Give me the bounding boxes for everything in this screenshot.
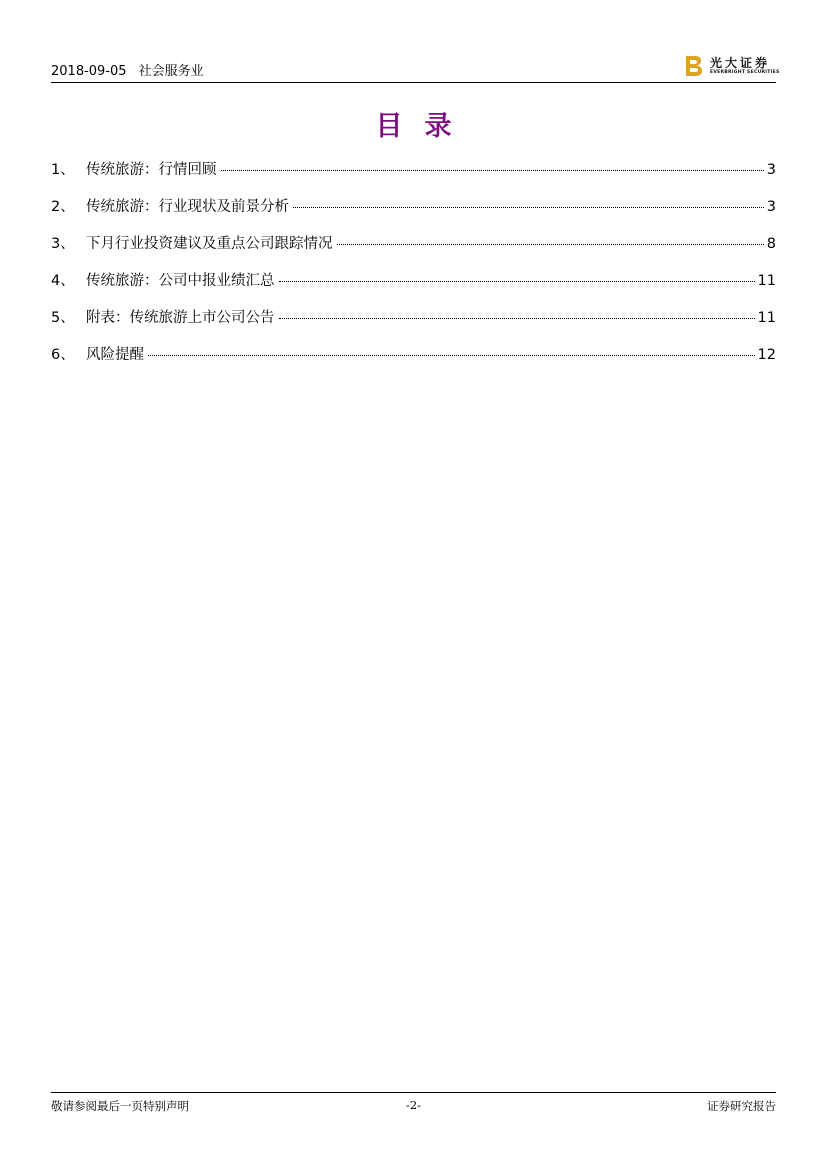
- toc-item-6[interactable]: [51, 343, 776, 380]
- toc-item-4[interactable]: [51, 269, 776, 306]
- toc-item-page: 12: [757, 347, 776, 363]
- toc-item-page: 8: [766, 236, 776, 252]
- toc-item-3[interactable]: [51, 232, 776, 269]
- logo-chinese-name: 光大证券: [710, 56, 771, 70]
- toc-title: 目录: [375, 111, 474, 142]
- toc-item-title[interactable]: 附表：传统旅游上市公司公告: [86, 310, 275, 326]
- toc-item-title[interactable]: 下月行业投资建议及重点公司跟踪情况: [86, 236, 333, 252]
- toc-item-number: 2、: [51, 199, 75, 215]
- everbright-logo: [684, 54, 780, 78]
- toc-leader-dots: [279, 318, 755, 319]
- toc-leader-dots: [221, 170, 764, 171]
- logo-english-name: EVERBRIGHT SECURITIES: [710, 70, 780, 75]
- toc-item-title[interactable]: 传统旅游：公司中报业绩汇总: [86, 273, 275, 289]
- toc-item-2[interactable]: [51, 195, 776, 232]
- industry-name: 社会服务业: [138, 64, 204, 79]
- toc-item-page: 11: [757, 310, 776, 326]
- footer-disclaimer: 敬请参阅最后一页特别声明: [51, 1099, 189, 1113]
- toc-item-5[interactable]: [51, 306, 776, 343]
- toc-item-number: 4、: [51, 273, 75, 289]
- toc-item-page: 3: [766, 162, 776, 178]
- toc-leader-dots: [279, 281, 755, 282]
- toc-item-number: 3、: [51, 236, 75, 252]
- toc-item-number: 1、: [51, 162, 75, 178]
- toc-leader-dots: [148, 355, 755, 356]
- toc-item-title[interactable]: 传统旅游：行业现状及前景分析: [86, 199, 289, 215]
- toc-item-title[interactable]: 风险提醒: [86, 347, 144, 363]
- header-info: [51, 60, 204, 79]
- page-header: [51, 52, 780, 83]
- report-date: 2018-09-05: [51, 64, 127, 79]
- toc-item-number: 6、: [51, 347, 75, 363]
- toc-item-page: 11: [757, 273, 776, 289]
- toc-item-1[interactable]: [51, 158, 776, 195]
- toc-item-page: 3: [766, 199, 776, 215]
- toc-leader-dots: [337, 244, 764, 245]
- toc-leader-dots: [293, 207, 764, 208]
- logo-mark-icon: [684, 55, 704, 77]
- toc-item-title[interactable]: 传统旅游：行情回顾: [86, 162, 217, 178]
- table-of-contents: [51, 158, 776, 380]
- toc-item-number: 5、: [51, 310, 75, 326]
- footer-page-number: -2-: [405, 1098, 422, 1112]
- page-footer: [51, 1092, 776, 1123]
- footer-report-type: 证券研究报告: [707, 1099, 776, 1113]
